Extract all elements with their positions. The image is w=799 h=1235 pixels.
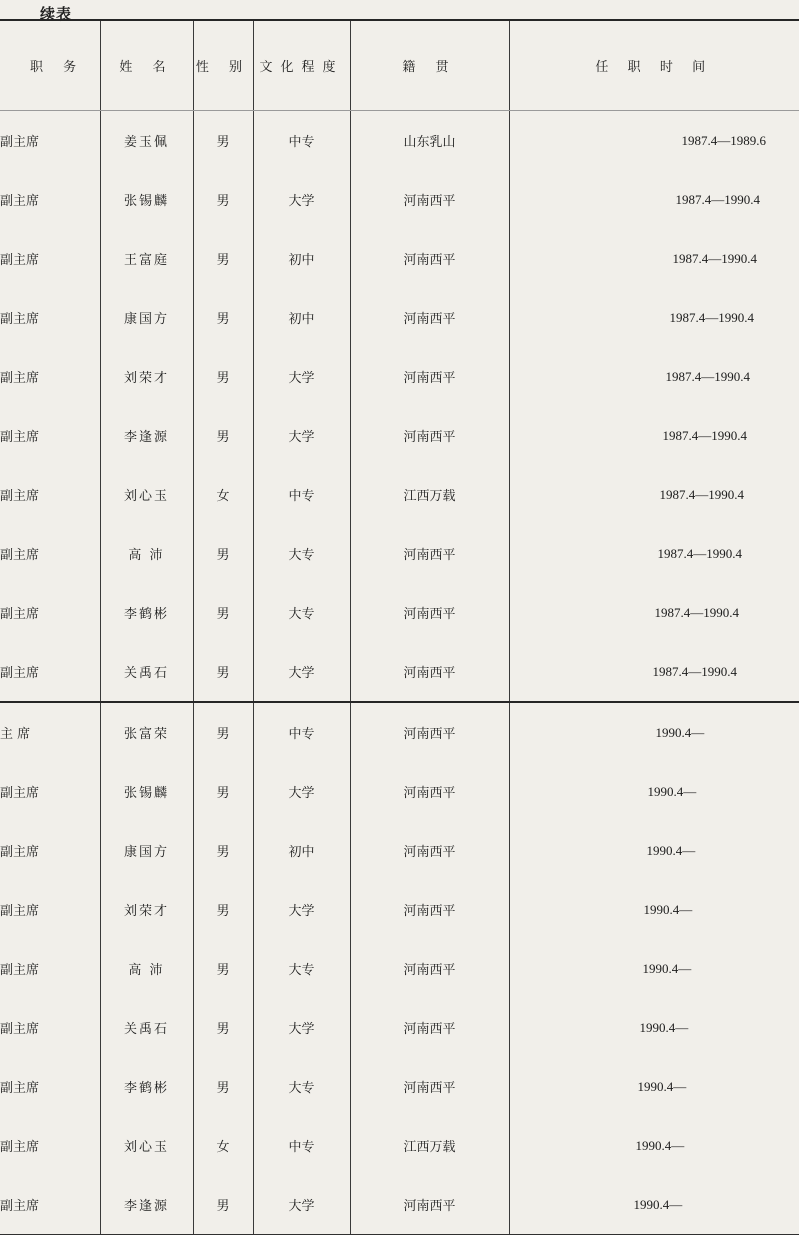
table-row	[0, 229, 799, 288]
table-row	[0, 288, 799, 347]
cell-gender: 女	[193, 465, 253, 524]
cell-name: 关禹石	[100, 642, 193, 702]
cell-education: 初中	[253, 288, 350, 347]
cell-name: 王富庭	[100, 229, 193, 288]
cell-name: 刘荣才	[100, 880, 193, 939]
cell-term: 1990.4—	[509, 998, 799, 1057]
cell-gender: 男	[193, 288, 253, 347]
cell-title: 副主席	[0, 607, 40, 622]
cell-title: 副主席	[0, 1081, 40, 1096]
header-title: 职 务	[0, 20, 100, 111]
cell-name: 李鹤彬	[100, 583, 193, 642]
header-origin: 籍 贯	[350, 20, 509, 111]
cell-title: 副主席	[0, 963, 40, 978]
table-row	[0, 939, 799, 998]
cell-term: 1990.4—	[509, 1116, 799, 1175]
cell-origin: 河南西平	[350, 229, 509, 288]
cell-education: 大专	[253, 524, 350, 583]
cell-title: 副主席	[0, 430, 40, 445]
table-row	[0, 465, 799, 524]
cell-title: 副主席	[0, 371, 40, 386]
cell-title: 副主席	[0, 194, 40, 209]
cell-origin: 河南西平	[350, 170, 509, 229]
cell-name: 高 沛	[100, 524, 193, 583]
cell-name: 刘心玉	[100, 1116, 193, 1175]
cell-term: 1987.4—1990.4	[509, 288, 799, 347]
cell-education: 中专	[253, 465, 350, 524]
cell-education: 大专	[253, 583, 350, 642]
cell-gender: 男	[193, 880, 253, 939]
cell-name: 张富荣	[100, 702, 193, 762]
cell-gender: 男	[193, 229, 253, 288]
cell-name: 张锡麟	[100, 170, 193, 229]
cell-origin: 河南西平	[350, 880, 509, 939]
header-education: 文化程度	[253, 20, 350, 111]
table-row	[0, 347, 799, 406]
cell-origin: 河南西平	[350, 406, 509, 465]
cell-name: 李逢源	[100, 406, 193, 465]
cell-gender: 男	[193, 524, 253, 583]
cell-education: 大学	[253, 762, 350, 821]
cell-education: 初中	[253, 821, 350, 880]
table-row	[0, 880, 799, 939]
cell-origin: 江西万载	[350, 1116, 509, 1175]
table-row	[0, 821, 799, 880]
header-term: 任 职 时 间	[509, 20, 799, 111]
cell-origin: 河南西平	[350, 939, 509, 998]
cell-title: 副主席	[0, 253, 40, 268]
cell-term: 1987.4—1990.4	[509, 583, 799, 642]
cell-education: 大专	[253, 939, 350, 998]
cell-origin: 河南西平	[350, 762, 509, 821]
cell-education: 大学	[253, 880, 350, 939]
cell-gender: 男	[193, 1057, 253, 1116]
cell-title: 副主席	[0, 489, 40, 504]
cell-origin: 河南西平	[350, 288, 509, 347]
header-gender: 性 别	[193, 20, 253, 111]
table-row	[0, 583, 799, 642]
cell-term: 1990.4—	[509, 939, 799, 998]
cell-gender: 男	[193, 170, 253, 229]
table-row	[0, 1175, 799, 1235]
cell-gender: 男	[193, 583, 253, 642]
cell-origin: 河南西平	[350, 998, 509, 1057]
leadership-roster-table	[0, 19, 799, 1235]
cell-title: 副主席	[0, 786, 40, 801]
cell-origin: 河南西平	[350, 702, 509, 762]
table-row	[0, 170, 799, 229]
cell-term: 1990.4—	[509, 821, 799, 880]
cell-name: 康国方	[100, 821, 193, 880]
cell-term: 1987.4—1990.4	[509, 347, 799, 406]
cell-gender: 男	[193, 998, 253, 1057]
cell-gender: 男	[193, 702, 253, 762]
cell-gender: 男	[193, 821, 253, 880]
cell-education: 大专	[253, 1057, 350, 1116]
cell-education: 大学	[253, 642, 350, 702]
cell-origin: 河南西平	[350, 821, 509, 880]
cell-title: 副主席	[0, 1175, 100, 1235]
cell-education: 中专	[253, 1116, 350, 1175]
cell-title: 副主席	[0, 1022, 40, 1037]
cell-origin: 河南西平	[350, 524, 509, 583]
cell-term: 1987.4—1990.4	[509, 406, 799, 465]
cell-term: 1987.4—1990.4	[509, 229, 799, 288]
table-row	[0, 1057, 799, 1116]
table-row	[0, 762, 799, 821]
cell-gender: 男	[193, 406, 253, 465]
cell-gender: 男	[193, 762, 253, 821]
cell-education: 初中	[253, 229, 350, 288]
cell-name: 姜玉佩	[100, 111, 193, 171]
cell-education: 中专	[253, 111, 350, 171]
cell-title: 副主席	[0, 548, 40, 563]
cell-education: 大学	[253, 347, 350, 406]
table-row	[0, 642, 799, 702]
table-row	[0, 1116, 799, 1175]
cell-gender: 男	[193, 347, 253, 406]
cell-term: 1987.4—1990.4	[509, 170, 799, 229]
cell-name: 李鹤彬	[100, 1057, 193, 1116]
cell-name: 高 沛	[100, 939, 193, 998]
cell-education: 大学	[253, 170, 350, 229]
table-row	[0, 998, 799, 1057]
cell-term: 1990.4—	[509, 1175, 799, 1235]
cell-gender: 男	[193, 1175, 253, 1235]
cell-term: 1990.4—	[509, 702, 799, 762]
cell-education: 大学	[253, 1175, 350, 1235]
cell-title: 主 席	[0, 702, 100, 762]
cell-name: 关禹石	[100, 998, 193, 1057]
cell-name: 刘心玉	[100, 465, 193, 524]
cell-title: 副主席	[0, 1140, 40, 1155]
cell-gender: 男	[193, 939, 253, 998]
cell-title: 副主席	[0, 845, 40, 860]
cell-term: 1987.4—1990.4	[509, 642, 799, 702]
cell-origin: 河南西平	[350, 1057, 509, 1116]
cell-term: 1987.4—1990.4	[509, 465, 799, 524]
cell-title: 副主席	[0, 666, 40, 681]
cell-origin: 江西万载	[350, 465, 509, 524]
cell-title: 副主席	[0, 135, 40, 150]
cell-name: 刘荣才	[100, 347, 193, 406]
table-row	[0, 524, 799, 583]
cell-education: 中专	[253, 702, 350, 762]
table-row	[0, 111, 799, 171]
cell-title: 副主席	[0, 312, 40, 327]
cell-origin: 山东乳山	[350, 111, 509, 171]
cell-education: 大学	[253, 406, 350, 465]
continued-table-label: 续表	[40, 5, 73, 23]
table-row	[0, 406, 799, 465]
cell-term: 1987.4—1990.4	[509, 524, 799, 583]
header-name: 姓 名	[100, 20, 193, 111]
cell-origin: 河南西平	[350, 642, 509, 702]
cell-gender: 女	[193, 1116, 253, 1175]
cell-name: 李逢源	[100, 1175, 193, 1235]
cell-education: 大学	[253, 998, 350, 1057]
cell-origin: 河南西平	[350, 1175, 509, 1235]
cell-name: 张锡麟	[100, 762, 193, 821]
table-body	[0, 111, 799, 1235]
cell-term: 1987.4—1989.6	[509, 111, 799, 171]
cell-name: 康国方	[100, 288, 193, 347]
cell-origin: 河南西平	[350, 347, 509, 406]
cell-gender: 男	[193, 111, 253, 171]
cell-gender: 男	[193, 642, 253, 702]
cell-term: 1990.4—	[509, 762, 799, 821]
cell-title: 副主席	[0, 904, 40, 919]
table-row	[0, 702, 799, 762]
table-header-row	[0, 20, 799, 111]
cell-term: 1990.4—	[509, 880, 799, 939]
cell-origin: 河南西平	[350, 583, 509, 642]
cell-term: 1990.4—	[509, 1057, 799, 1116]
